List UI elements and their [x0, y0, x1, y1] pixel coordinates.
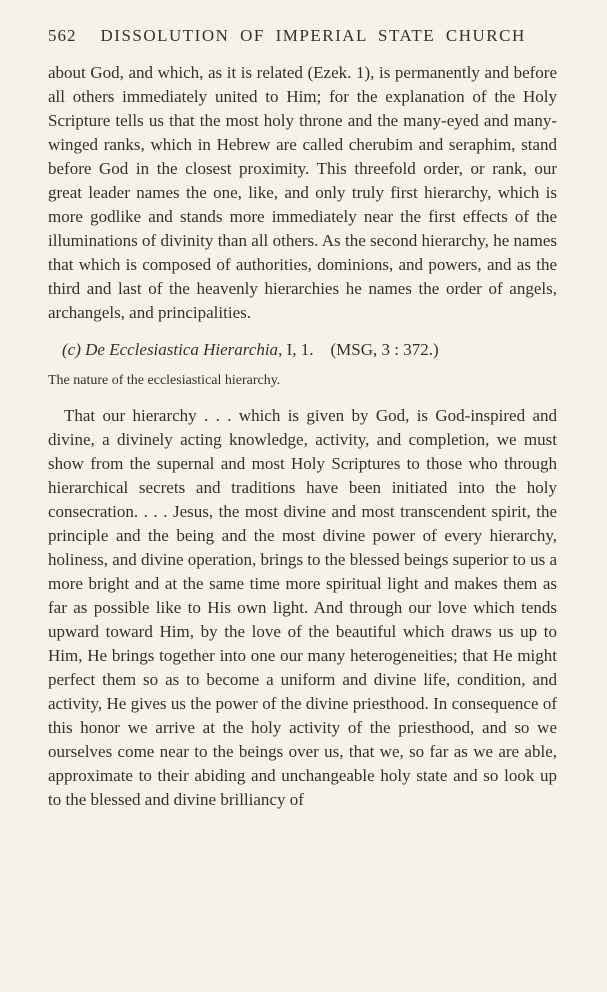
section-caption: The nature of the ecclesiastical hierarchy.	[48, 373, 281, 388]
citation-title: De Ecclesiastica Hierarchia	[85, 340, 279, 359]
citation-label: (c)	[62, 340, 81, 359]
page-header	[48, 26, 557, 46]
running-title: DISSOLUTION OF IMPERIAL STATE CHURCH	[100, 26, 526, 45]
citation-line	[48, 338, 557, 362]
paragraph-continuation: about God, and which, as it is related (Ezek. 1), is permanently and before all others immediately united to Him; for the explanation of the Holy Scripture tells us that the most holy throne and the many-eyed and many-winged ranks, which in Hebrew are called cherubim and seraphim, stand before God in the closest proximity. This threefold order, or rank, our great leader names the one, like, and only truly first hierarchy, which is more godlike and stands more immediately near the first effects of the illuminations of divinity than all others. As the second hierarchy, he names that which is composed of authorities, dominions, and powers, and as the third and last of the heavenly hierarchies he names the order of angels, archangels, and principalities.	[48, 63, 557, 322]
paragraph-main: That our hierarchy . . . which is given by God, is God-inspired and divine, a divinely acting knowledge, activity, and completion, we must show from the supernal and most Holy Scriptures to those who through hierarchical secrets and traditions have been initiated into the holy consecration. . . . Jesus, the most divine and most transcendent spirit, the principle and the being and the most divine power of every hierarchy, holiness, and divine operation, brings to the blessed beings superior to us a more bright and at the same time more spiritual light and makes them as far as possible like to His own light. And through our love which tends upward toward Him, by the love of the beautiful which draws us up to Him, He brings together into one our many heterogeneities; that He might perfect them so as to become a uniform and divine life, condition, and activity, He gives us the power of the divine priesthood. In consequence of this honor we arrive at the holy activity of the priesthood, and so we ourselves come near to the beings over us, that we, so far as we are able, approximate to their abiding and unchangeable holy state and so look up to the blessed and divine brilliancy of	[48, 406, 557, 809]
citation-reference: , I, 1. (MSG, 3 : 372.)	[278, 340, 439, 359]
page-number: 562	[48, 26, 77, 45]
